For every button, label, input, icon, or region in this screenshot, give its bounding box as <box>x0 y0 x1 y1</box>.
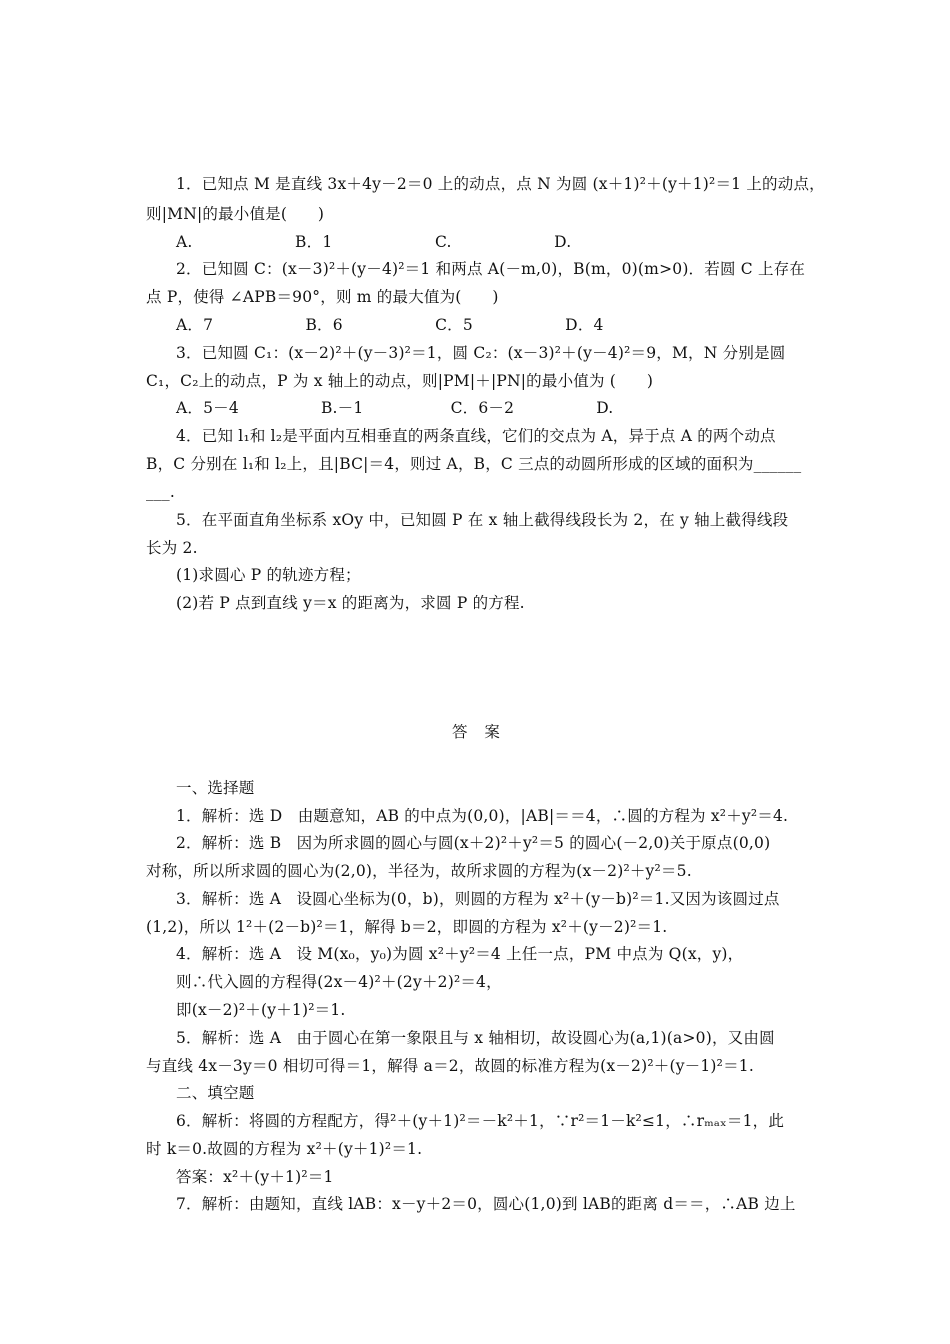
answer-2-line-1: 2．解析：选 B 因为所求圆的圆心与圆(x＋2)²＋y²＝5 的圆心(－2,0)关于原点(0,0) <box>176 834 771 852</box>
answer-2-line-2: 对称，所以所求圆的圆心为(2,0)，半径为，故所求圆的方程为(x－2)²＋y²＝5. <box>146 862 692 880</box>
answer-5-line-1: 5．解析：选 A 由于圆心在第一象限且与 x 轴相切，故设圆心为(a,1)(a>0)，又由圆 <box>176 1029 775 1047</box>
question-3-options: A．5－4 B.－1 C．6－2 D. <box>176 399 614 417</box>
answer-4-line-2: 则∴代入圆的方程得(2x－4)²＋(2y＋2)²＝4， <box>176 973 502 991</box>
question-1-line-1: 1．已知点 M 是直线 3x＋4y－2＝0 上的动点，点 N 为圆 (x＋1)²＋(y＋1)²＝1 上的动点， <box>176 175 825 193</box>
question-5-line-1: 5．在平面直角坐标系 xOy 中，已知圆 P 在 x 轴上截得线段长为 2，在 y 轴上截得线段 <box>176 511 789 529</box>
answer-title: 答 案 <box>452 723 506 741</box>
answer-1: 1．解析：选 D 由题意知，AB 的中点为(0,0)，|AB|＝＝4，∴圆的方程为 x²＋y²＝4. <box>176 807 789 825</box>
question-5-part-1: (1)求圆心 P 的轨迹方程； <box>176 566 361 584</box>
answer-section-fill: 二、填空题 <box>176 1084 255 1102</box>
question-2-line-2: 点 P，使得 ∠APB＝90°，则 m 的最大值为( ) <box>146 288 499 306</box>
answer-4-line-1: 4．解析：选 A 设 M(x₀，y₀)为圆 x²＋y²＝4 上任一点，PM 中点为 Q(x，y)， <box>176 945 744 963</box>
answer-3-line-1: 3．解析：选 A 设圆心坐标为(0，b)，则圆的方程为 x²＋(y－b)²＝1.又因为该圆过点 <box>176 890 780 908</box>
question-4-line-2: B，C 分别在 l₁和 l₂上，且|BC|＝4，则过 A，B，C 三点的动圆所形成的区域的面积为______ <box>146 455 802 473</box>
answer-3-line-2: (1,2)，所以 1²＋(2－b)²＝1，解得 b＝2，即圆的方程为 x²＋(y－2)²＝1. <box>146 918 668 936</box>
answer-4-line-3: 即(x－2)²＋(y＋1)²＝1. <box>176 1001 346 1019</box>
answer-6-line-2: 时 k＝0.故圆的方程为 x²＋(y＋1)²＝1. <box>146 1140 423 1158</box>
question-4-line-1: 4．已知 l₁和 l₂是平面内互相垂直的两条直线，它们的交点为 A，异于点 A 的两个动点 <box>176 427 776 445</box>
answer-5-line-2: 与直线 4x－3y＝0 相切可得＝1，解得 a＝2，故圆的标准方程为(x－2)²＋(y－1)²＝1. <box>146 1057 754 1075</box>
answer-section-choice: 一、选择题 <box>176 779 255 797</box>
question-3-line-2: C₁，C₂上的动点，P 为 x 轴上的动点，则|PM|＋|PN|的最小值为 ( ) <box>146 372 654 390</box>
question-2-options: A．7 B．6 C．5 D．4 <box>176 316 604 334</box>
question-4-line-3: ___. <box>146 483 175 501</box>
question-5-part-2: (2)若 P 点到直线 y＝x 的距离为，求圆 P 的方程. <box>176 594 525 612</box>
answer-7-line-1: 7．解析：由题知，直线 lAB：x－y＋2＝0，圆心(1,0)到 lAB的距离 d＝＝，∴AB 边上 <box>176 1195 796 1213</box>
question-3-line-1: 3．已知圆 C₁：(x－2)²＋(y－3)²＝1，圆 C₂：(x－3)²＋(y－4)²＝9，M，N 分别是圆 <box>176 344 786 362</box>
question-1-options: A. B．1 C. D. <box>176 233 572 251</box>
question-5-line-2: 长为 2. <box>146 539 198 557</box>
question-1-line-2: 则|MN|的最小值是( ) <box>146 205 325 223</box>
answer-6-result: 答案：x²＋(y＋1)²＝1 <box>176 1168 334 1186</box>
question-2-line-1: 2．已知圆 C：(x－3)²＋(y－4)²＝1 和两点 A(－m,0)，B(m，0)(m>0)．若圆 C 上存在 <box>176 260 806 278</box>
answer-6-line-1: 6．解析：将圆的方程配方，得²＋(y＋1)²＝－k²＋1，∵r²＝1－k²≤1，∴rₘₐₓ＝1，此 <box>176 1112 785 1130</box>
